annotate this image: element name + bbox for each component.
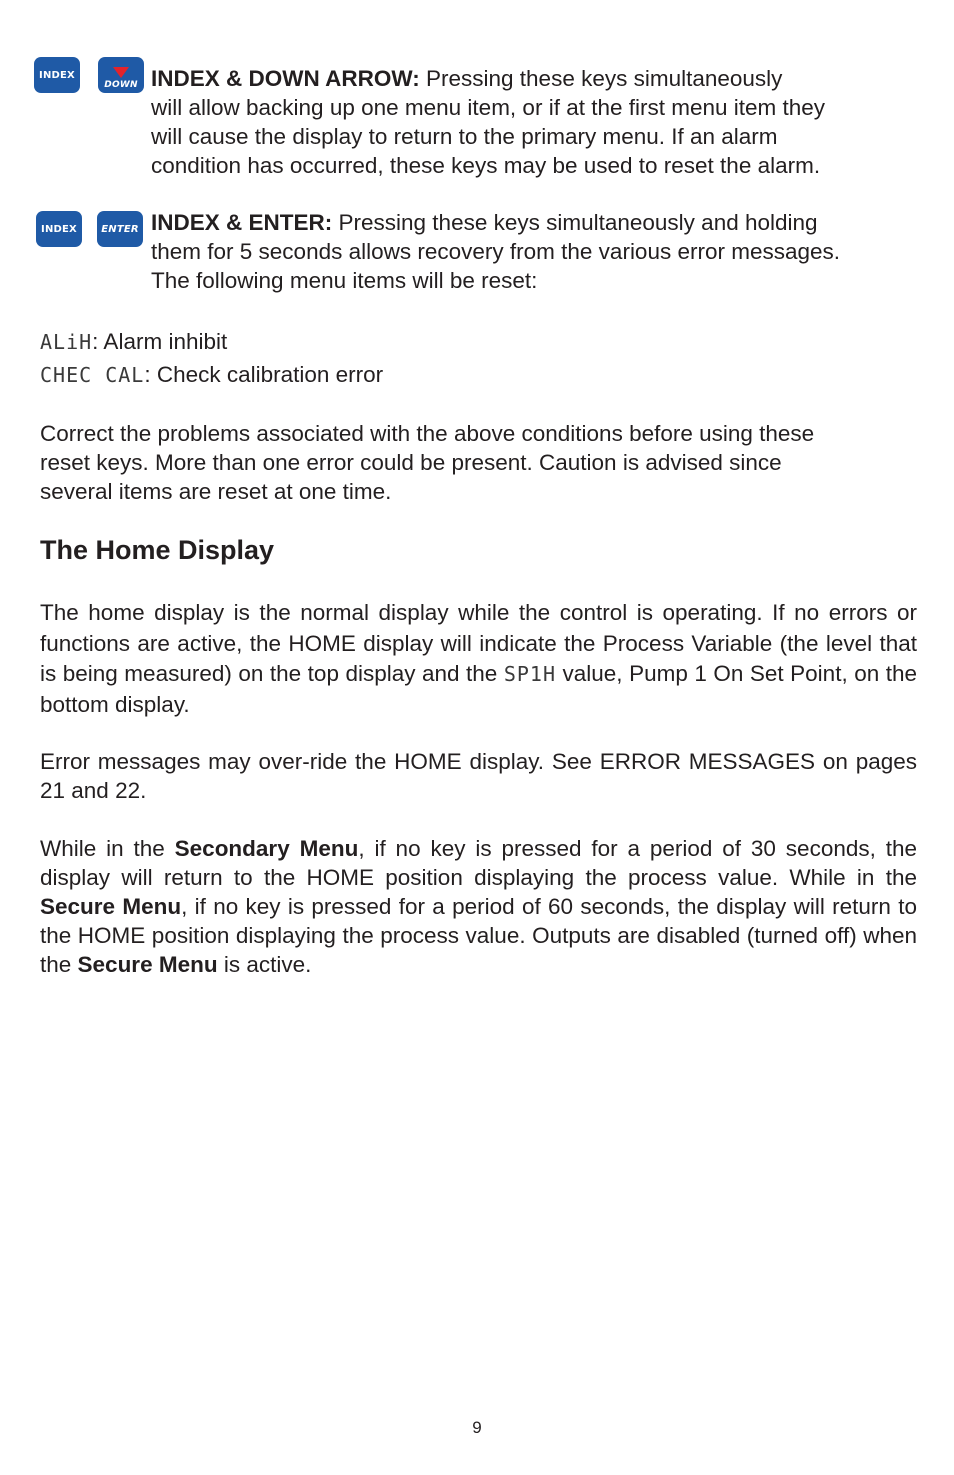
down-section-line4: condition has occurred, these keys may be used to reset the alarm.	[151, 153, 821, 178]
index-key-label-2: INDEX	[41, 223, 77, 235]
index-key-label: INDEX	[39, 69, 75, 81]
enter-key-label: ENTER	[101, 223, 139, 235]
secondary-menu-term: Secondary Menu	[174, 836, 359, 861]
enter-section	[151, 208, 921, 295]
reset-item-desc: : Alarm inhibit	[92, 329, 228, 354]
down-key-label: DOWN	[104, 80, 138, 90]
lcd-code-chec-cal: CHEC CAL	[40, 363, 145, 387]
page-number: 9	[472, 1418, 482, 1437]
down-section-line1: Pressing these keys simultaneously	[419, 66, 783, 91]
down-section-line3: will cause the display to return to the primary menu. If an alarm	[151, 124, 778, 149]
menu-text-1: While in the	[40, 836, 175, 861]
index-key-icon	[34, 57, 80, 93]
enter-section-line2: them for 5 seconds allows recovery from the various error messages.	[151, 239, 841, 264]
down-arrow-icon	[113, 67, 129, 78]
home-text-1: The home display is the normal display while the control is operating. If no errors or functions are active, the HOME display will indicate the Process Variable (the level that is being measured) on the top display and the	[40, 600, 917, 686]
down-section-line2: will allow backing up one menu item, or if at the first menu item they	[151, 95, 826, 120]
lcd-code-alih: ALiH	[40, 330, 93, 354]
down-key-icon	[98, 57, 144, 93]
correct-line2: reset keys. More than one error could be present. Caution is advised since	[40, 450, 782, 475]
enter-section-line1: Pressing these keys simultaneously and holding	[332, 210, 818, 235]
enter-key-icon	[97, 211, 143, 247]
correct-paragraph	[40, 419, 917, 506]
correct-line3: several items are reset at one time.	[40, 479, 392, 504]
secure-menu-term: Secure Menu	[40, 894, 182, 919]
home-paragraph	[40, 598, 917, 720]
section-heading: The Home Display	[40, 535, 275, 565]
enter-section-line3: The following menu items will be reset:	[151, 268, 538, 293]
error-paragraph: Error messages may over-ride the HOME display. See ERROR MESSAGES on pages 21 and 22.	[40, 749, 917, 803]
secure-menu-term-2: Secure Menu	[77, 952, 218, 977]
menu-text-3: , if no key is pressed for a period of 60 seconds, the display will return to the HOME position displaying the process value. Outputs are disabled (turned off) when the	[40, 894, 917, 977]
reset-item-chec-cal	[40, 360, 917, 390]
home-text-2: value, Pump 1 On Set Point, on the bottom display.	[40, 661, 918, 717]
menu-text-4: is active.	[217, 952, 312, 977]
menu-timeout-paragraph	[40, 834, 917, 979]
lcd-code-sp1h: SP1H	[503, 662, 557, 686]
menu-text-2: , if no key is pressed for a period of 30 seconds, the display will return to the HOME position displaying the process value. While in the	[40, 836, 918, 890]
correct-line1: Correct the problems associated with the above conditions before using these	[40, 421, 815, 446]
reset-item-alih	[40, 327, 917, 357]
reset-item-desc: : Check calibration error	[144, 362, 384, 387]
index-key-icon-2	[36, 211, 82, 247]
down-section-title: INDEX & DOWN ARROW:	[151, 66, 420, 91]
down-section	[151, 64, 921, 180]
enter-section-title: INDEX & ENTER:	[151, 210, 333, 235]
